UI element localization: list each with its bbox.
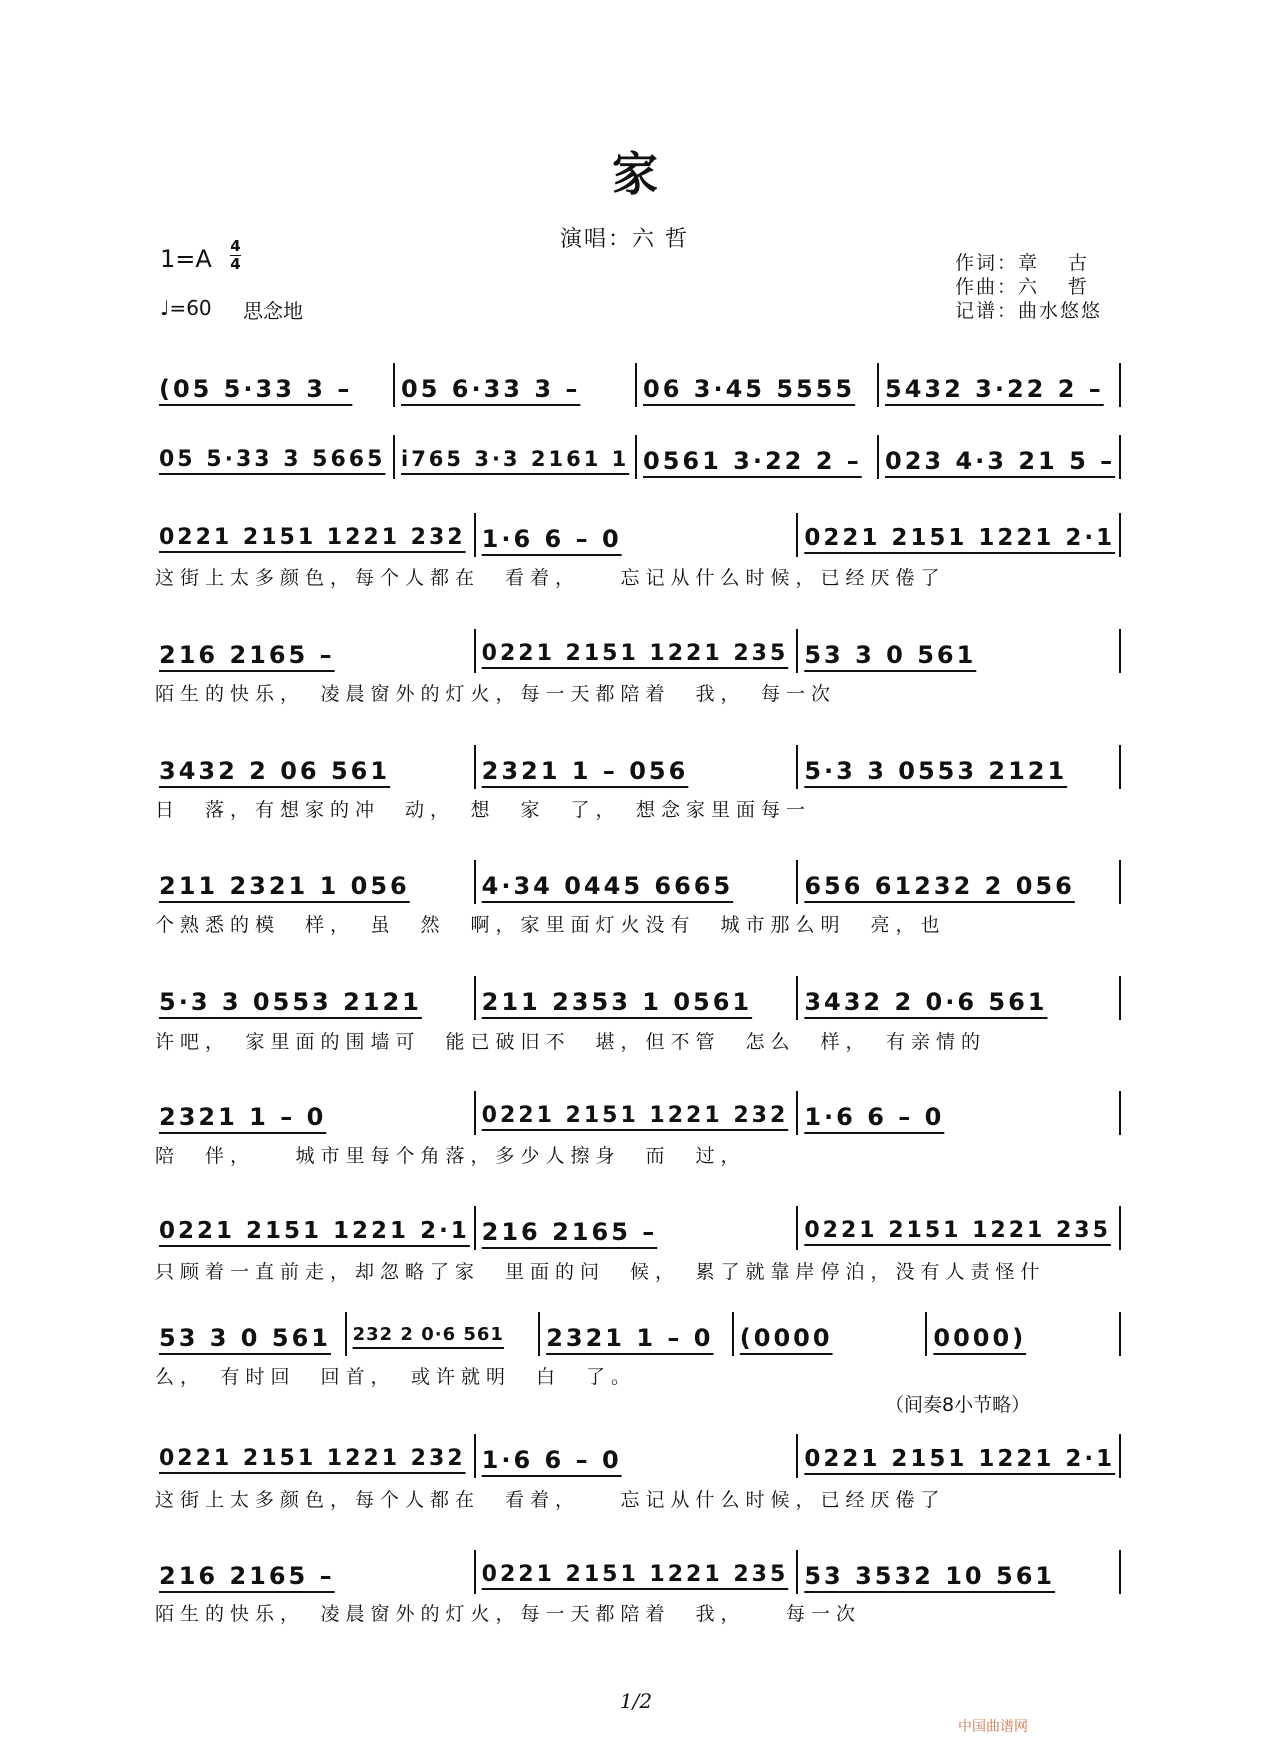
measure-notes: 05 6·33 3 – xyxy=(401,375,581,403)
barline xyxy=(474,1550,476,1594)
barline xyxy=(474,1091,476,1135)
measure xyxy=(885,447,1117,507)
barline xyxy=(345,1312,347,1356)
measure-notes: 216 2165 – xyxy=(159,1562,335,1590)
measure-notes: 05 5·33 3 5665 xyxy=(159,447,386,472)
barline xyxy=(474,976,476,1020)
measure-notes: 0221 2151 1221 235 xyxy=(804,1218,1111,1243)
barline xyxy=(732,1312,734,1356)
lyric-line: 个熟悉的模 样， 虽 然 啊，家里面灯火没有 城市那么明 亮，也 xyxy=(155,914,946,936)
barline xyxy=(925,1312,927,1356)
measure-notes: 1·6 6 – 0 xyxy=(481,525,622,553)
barline xyxy=(877,363,879,407)
barline xyxy=(635,363,637,407)
barline xyxy=(1119,976,1121,1020)
barline xyxy=(1119,513,1121,557)
barline xyxy=(635,435,637,479)
measure xyxy=(159,375,391,435)
time-signature-top: 4 xyxy=(230,237,241,255)
measure-notes: 53 3532 10 561 xyxy=(804,1562,1056,1590)
measure-notes: 0221 2151 1221 235 xyxy=(481,1562,789,1587)
barline xyxy=(796,629,798,673)
page-number: 1/2 xyxy=(619,1689,653,1713)
measure-notes: 53 3 0 561 xyxy=(159,1324,331,1352)
barline xyxy=(474,513,476,557)
barline xyxy=(1119,860,1121,904)
barline xyxy=(393,435,395,479)
measure xyxy=(885,375,1117,435)
composer-credit: 作曲：六 哲 xyxy=(955,276,1090,298)
score-row xyxy=(155,447,1123,507)
measure xyxy=(933,1324,1117,1384)
measure-notes: 0000) xyxy=(933,1324,1027,1352)
barline xyxy=(1119,629,1121,673)
measure-notes: 211 2353 1 0561 xyxy=(481,988,753,1016)
measure-notes: 023 4·3 21 5 – xyxy=(885,447,1116,475)
measure-notes: 216 2165 – xyxy=(159,641,335,669)
measure-notes: 0221 2151 1221 2·1 xyxy=(159,1218,470,1244)
singer-credit: 演唱：六 哲 xyxy=(560,227,689,252)
time-signature-bottom: 4 xyxy=(230,255,241,273)
barline xyxy=(1119,1312,1121,1356)
barline xyxy=(1119,1206,1121,1250)
measure xyxy=(159,447,391,507)
measure-notes: 2321 1 – 056 xyxy=(481,757,689,785)
barline xyxy=(474,860,476,904)
measure-notes: 06 3·45 5555 xyxy=(643,375,856,403)
measure-notes: 0221 2151 1221 2·1 xyxy=(804,525,1116,551)
key-signature: 1=A xyxy=(160,245,212,273)
measure-notes: 0221 2151 1221 232 xyxy=(159,1446,466,1471)
barline xyxy=(474,629,476,673)
barline xyxy=(796,1091,798,1135)
barline xyxy=(796,1206,798,1250)
measure-notes: i765 3·3 2161 1 xyxy=(401,447,630,471)
measure xyxy=(643,447,875,507)
barline xyxy=(1119,363,1121,407)
barline xyxy=(796,1550,798,1594)
measure-notes: 4·34 0445 6665 xyxy=(481,872,734,900)
measure xyxy=(804,641,1117,701)
measure-notes: 0221 2151 1221 2·1 xyxy=(804,1446,1116,1472)
measure-notes: 0561 3·22 2 – xyxy=(643,447,862,475)
lyric-line: 陪 伴， 城市里每个角落，多少人擦身 而 过， xyxy=(155,1145,746,1167)
lyric-line: 么， 有时回 回首， 或许就明 白 了。 xyxy=(155,1366,637,1388)
measure-notes: 1·6 6 – 0 xyxy=(481,1446,622,1474)
measure-notes: 1·6 6 – 0 xyxy=(804,1103,945,1131)
lyric-line: 这街上太多颜色，每个人都在 看着， 忘记从什么时候，已经厌倦了 xyxy=(155,567,946,589)
transcriber-credit: 记谱：曲水悠悠 xyxy=(955,300,1103,322)
measure-notes: 5·3 3 0553 2121 xyxy=(804,757,1068,785)
barline xyxy=(796,860,798,904)
barline xyxy=(538,1312,540,1356)
barline xyxy=(393,363,395,407)
measure-notes: 3432 2 06 561 xyxy=(159,757,391,785)
measure-notes: 656 61232 2 056 xyxy=(804,872,1075,900)
barline xyxy=(1119,435,1121,479)
measure-notes: 0221 2151 1221 232 xyxy=(481,1103,789,1128)
lyric-line: 陌生的快乐， 凌晨窗外的灯火，每一天都陪着 我， 每一次 xyxy=(155,683,837,705)
interlude-note: （间奏8小节略） xyxy=(885,1394,1031,1416)
score-row xyxy=(155,375,1123,435)
barline xyxy=(1119,745,1121,789)
expression-marking: 思念地 xyxy=(243,299,303,323)
barline xyxy=(796,745,798,789)
measure-notes: 211 2321 1 056 xyxy=(159,872,410,900)
measure xyxy=(401,447,633,507)
lyric-line: 许吧， 家里面的围墙可 能已破旧不 堪，但不管 怎么 样， 有亲情的 xyxy=(155,1031,987,1053)
measure xyxy=(401,375,633,435)
barline xyxy=(474,1206,476,1250)
barline xyxy=(474,1434,476,1478)
barline xyxy=(1119,1550,1121,1594)
measure-notes: 0221 2151 1221 235 xyxy=(481,641,789,666)
measure xyxy=(804,1103,1117,1163)
time-signature xyxy=(230,238,241,273)
measure-notes: (05 5·33 3 – xyxy=(159,375,353,403)
measure-notes: 2321 1 – 0 xyxy=(159,1103,327,1131)
measure-notes: 2321 1 – 0 xyxy=(546,1324,714,1352)
barline xyxy=(877,435,879,479)
measure xyxy=(804,757,1117,817)
measure-notes: (0000 xyxy=(739,1324,833,1352)
measure-notes: 232 2 0·6 561 xyxy=(352,1324,504,1345)
measure-notes: 3432 2 0·6 561 xyxy=(804,988,1048,1016)
measure-notes: 5·3 3 0553 2121 xyxy=(159,988,422,1016)
measure xyxy=(643,375,875,435)
song-title: 家 xyxy=(612,147,660,201)
lyric-line: 这街上太多颜色，每个人都在 看着， 忘记从什么时候，已经厌倦了 xyxy=(155,1489,946,1511)
barline xyxy=(796,1434,798,1478)
measure-notes: 0221 2151 1221 232 xyxy=(159,525,466,550)
lyric-line: 陌生的快乐， 凌晨窗外的灯火，每一天都陪着 我， 每一次 xyxy=(155,1603,862,1625)
measure-notes: 216 2165 – xyxy=(481,1218,658,1246)
watermark-logo: 中国曲谱网 xyxy=(958,1719,1028,1735)
lyricist-credit: 作词：章 古 xyxy=(955,252,1090,274)
measure-notes: 5432 3·22 2 – xyxy=(885,375,1104,403)
barline xyxy=(1119,1091,1121,1135)
lyric-line: 日 落，有想家的冲 动， 想 家 了， 想念家里面每一 xyxy=(155,799,812,821)
barline xyxy=(796,976,798,1020)
measure xyxy=(740,1324,924,1384)
barline xyxy=(1119,1434,1121,1478)
barline xyxy=(796,513,798,557)
lyric-line: 只顾着一直前走，却忽略了家 里面的问 候， 累了就靠岸停泊，没有人责怪什 xyxy=(155,1261,1046,1283)
measure-notes: 53 3 0 561 xyxy=(804,641,977,669)
tempo-marking: ♩=60 xyxy=(160,296,212,320)
barline xyxy=(474,745,476,789)
